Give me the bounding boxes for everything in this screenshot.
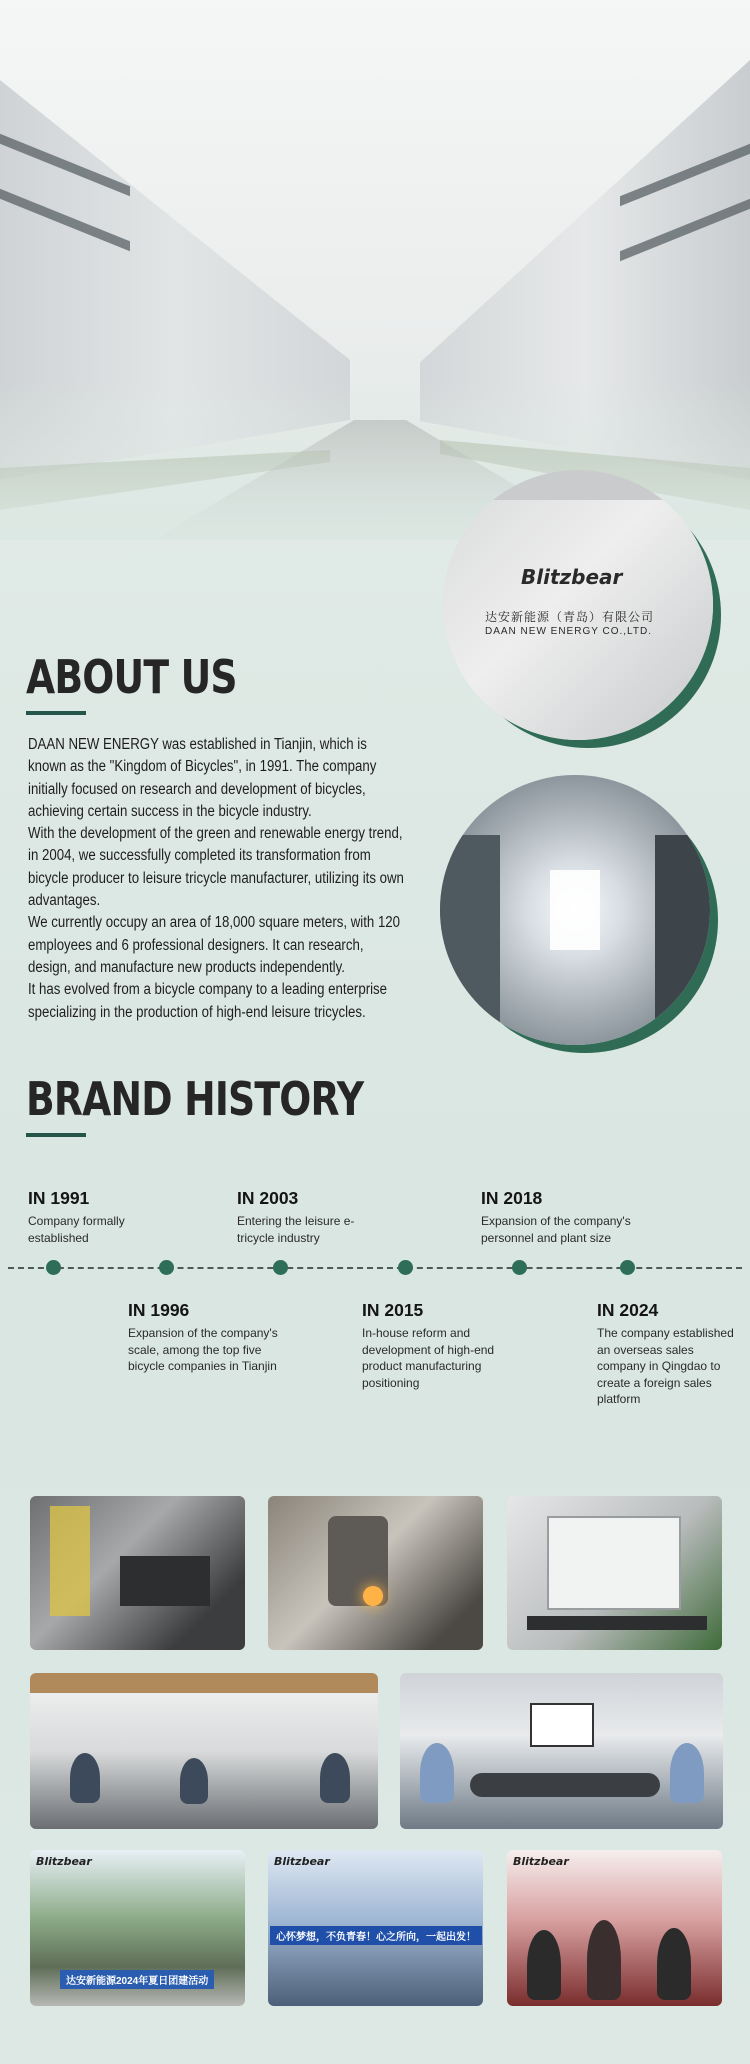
team-celebration-photo — [507, 1850, 722, 2006]
person — [670, 1743, 704, 1803]
presentation-screen — [530, 1703, 594, 1747]
about-text — [28, 734, 403, 1024]
timeline-dot — [620, 1260, 635, 1275]
about-paragraph: DAAN NEW ENERGY was established in Tianjin, which is known as the "Kingdom of Bicycles", in 1991. The company initially focused on research and development of bicycles, achieving certain success in the bicycle industry. — [28, 736, 377, 820]
timeline-event — [481, 1188, 661, 1246]
timeline-year: IN 2003 — [237, 1188, 299, 1208]
history-underline — [26, 1133, 86, 1137]
injection-molding-photo — [507, 1496, 722, 1650]
blitzbear-logo: Blitzbear — [521, 565, 623, 589]
about-paragraph: We currently occupy an area of 18,000 square meters, with 120 employees and 6 professional designers. It can research, design, and manufacture new products independently. — [28, 914, 401, 976]
person — [70, 1753, 100, 1803]
timeline-desc: Expansion of the company's personnel and plant size — [481, 1214, 631, 1245]
blitzbear-logo: Blitzbear — [36, 1855, 92, 1868]
timeline-dot — [273, 1260, 288, 1275]
about-underline — [26, 711, 86, 715]
about-paragraph: With the development of the green and renewable energy trend, in 2004, we successfully completed its transformation from bicycle producer to leisure tricycle manufacturer, utilizing its own advantages. — [28, 825, 404, 910]
machine-arm — [50, 1506, 90, 1616]
company-chinese-name: 达安新能源（青岛）有限公司 — [485, 610, 655, 624]
company-english-name: DAAN NEW ENERGY CO.,LTD. — [485, 626, 652, 637]
timeline-event — [362, 1300, 522, 1391]
timeline-year: IN 1996 — [128, 1300, 190, 1320]
timeline-dot — [512, 1260, 527, 1275]
slogan-banner: 心怀梦想，不负青春！心之所向，一起出发！ — [270, 1926, 482, 1945]
timeline-dot — [159, 1260, 174, 1275]
blitzbear-logo: Blitzbear — [274, 1855, 330, 1868]
timeline-year: IN 2018 — [481, 1188, 543, 1208]
meeting-table — [470, 1773, 660, 1797]
machine-rail — [527, 1616, 707, 1630]
corridor-wall-right — [655, 835, 710, 1045]
about-us-heading: ABOUT US — [26, 650, 237, 704]
timeline-desc: Expansion of the company's scale, among the top five bicycle companies in Tianjin — [128, 1326, 278, 1373]
timeline-dot — [46, 1260, 61, 1275]
office-logo-wall-photo — [443, 470, 713, 740]
timeline-event — [597, 1300, 745, 1408]
person — [180, 1758, 208, 1804]
laser-cutting-machine-photo — [30, 1496, 245, 1650]
corridor-end-light — [550, 870, 600, 950]
wood-ceiling — [30, 1673, 378, 1693]
timeline-event — [237, 1188, 387, 1246]
brand-history-heading: BRAND HISTORY — [26, 1072, 364, 1126]
welding-spark — [363, 1586, 383, 1606]
blitzbear-logo: Blitzbear — [513, 1855, 569, 1868]
person — [657, 1928, 691, 2000]
office-workspace-photo — [30, 1673, 378, 1829]
company-group-photo — [268, 1850, 483, 2006]
timeline-event — [128, 1300, 298, 1375]
ceiling — [443, 470, 713, 500]
meeting-room-photo — [400, 1673, 723, 1829]
timeline-year: IN 2015 — [362, 1300, 424, 1320]
person — [420, 1743, 454, 1803]
about-paragraph: It has evolved from a bicycle company to a leading enterprise specializing in the production of high-end leisure tricycles. — [28, 981, 388, 1021]
office-corridor-photo — [440, 775, 710, 1045]
corridor-wall-left — [440, 835, 500, 1045]
timeline-dot — [398, 1260, 413, 1275]
timeline-year: IN 1991 — [28, 1188, 90, 1208]
mold-panel — [547, 1516, 681, 1610]
timeline-desc: In-house reform and development of high-end product manufacturing positioning — [362, 1326, 495, 1390]
person — [320, 1753, 350, 1803]
machine-body — [120, 1556, 210, 1606]
timeline-desc: Entering the leisure e-tricycle industry — [237, 1214, 355, 1245]
timeline-year: IN 2024 — [597, 1300, 659, 1320]
welding-robot-photo — [268, 1496, 483, 1650]
person — [587, 1920, 621, 2000]
timeline-desc: The company established an overseas sales company in Qingdao to create a foreign sales platform — [597, 1326, 734, 1406]
timeline-event — [28, 1188, 178, 1246]
factory-hero-image — [0, 0, 750, 540]
team-building-banner: 达安新能源2024年夏日团建活动 — [60, 1970, 214, 1989]
person — [527, 1930, 561, 2000]
team-outing-photo — [30, 1850, 245, 2006]
timeline-desc: Company formally established — [28, 1214, 125, 1245]
